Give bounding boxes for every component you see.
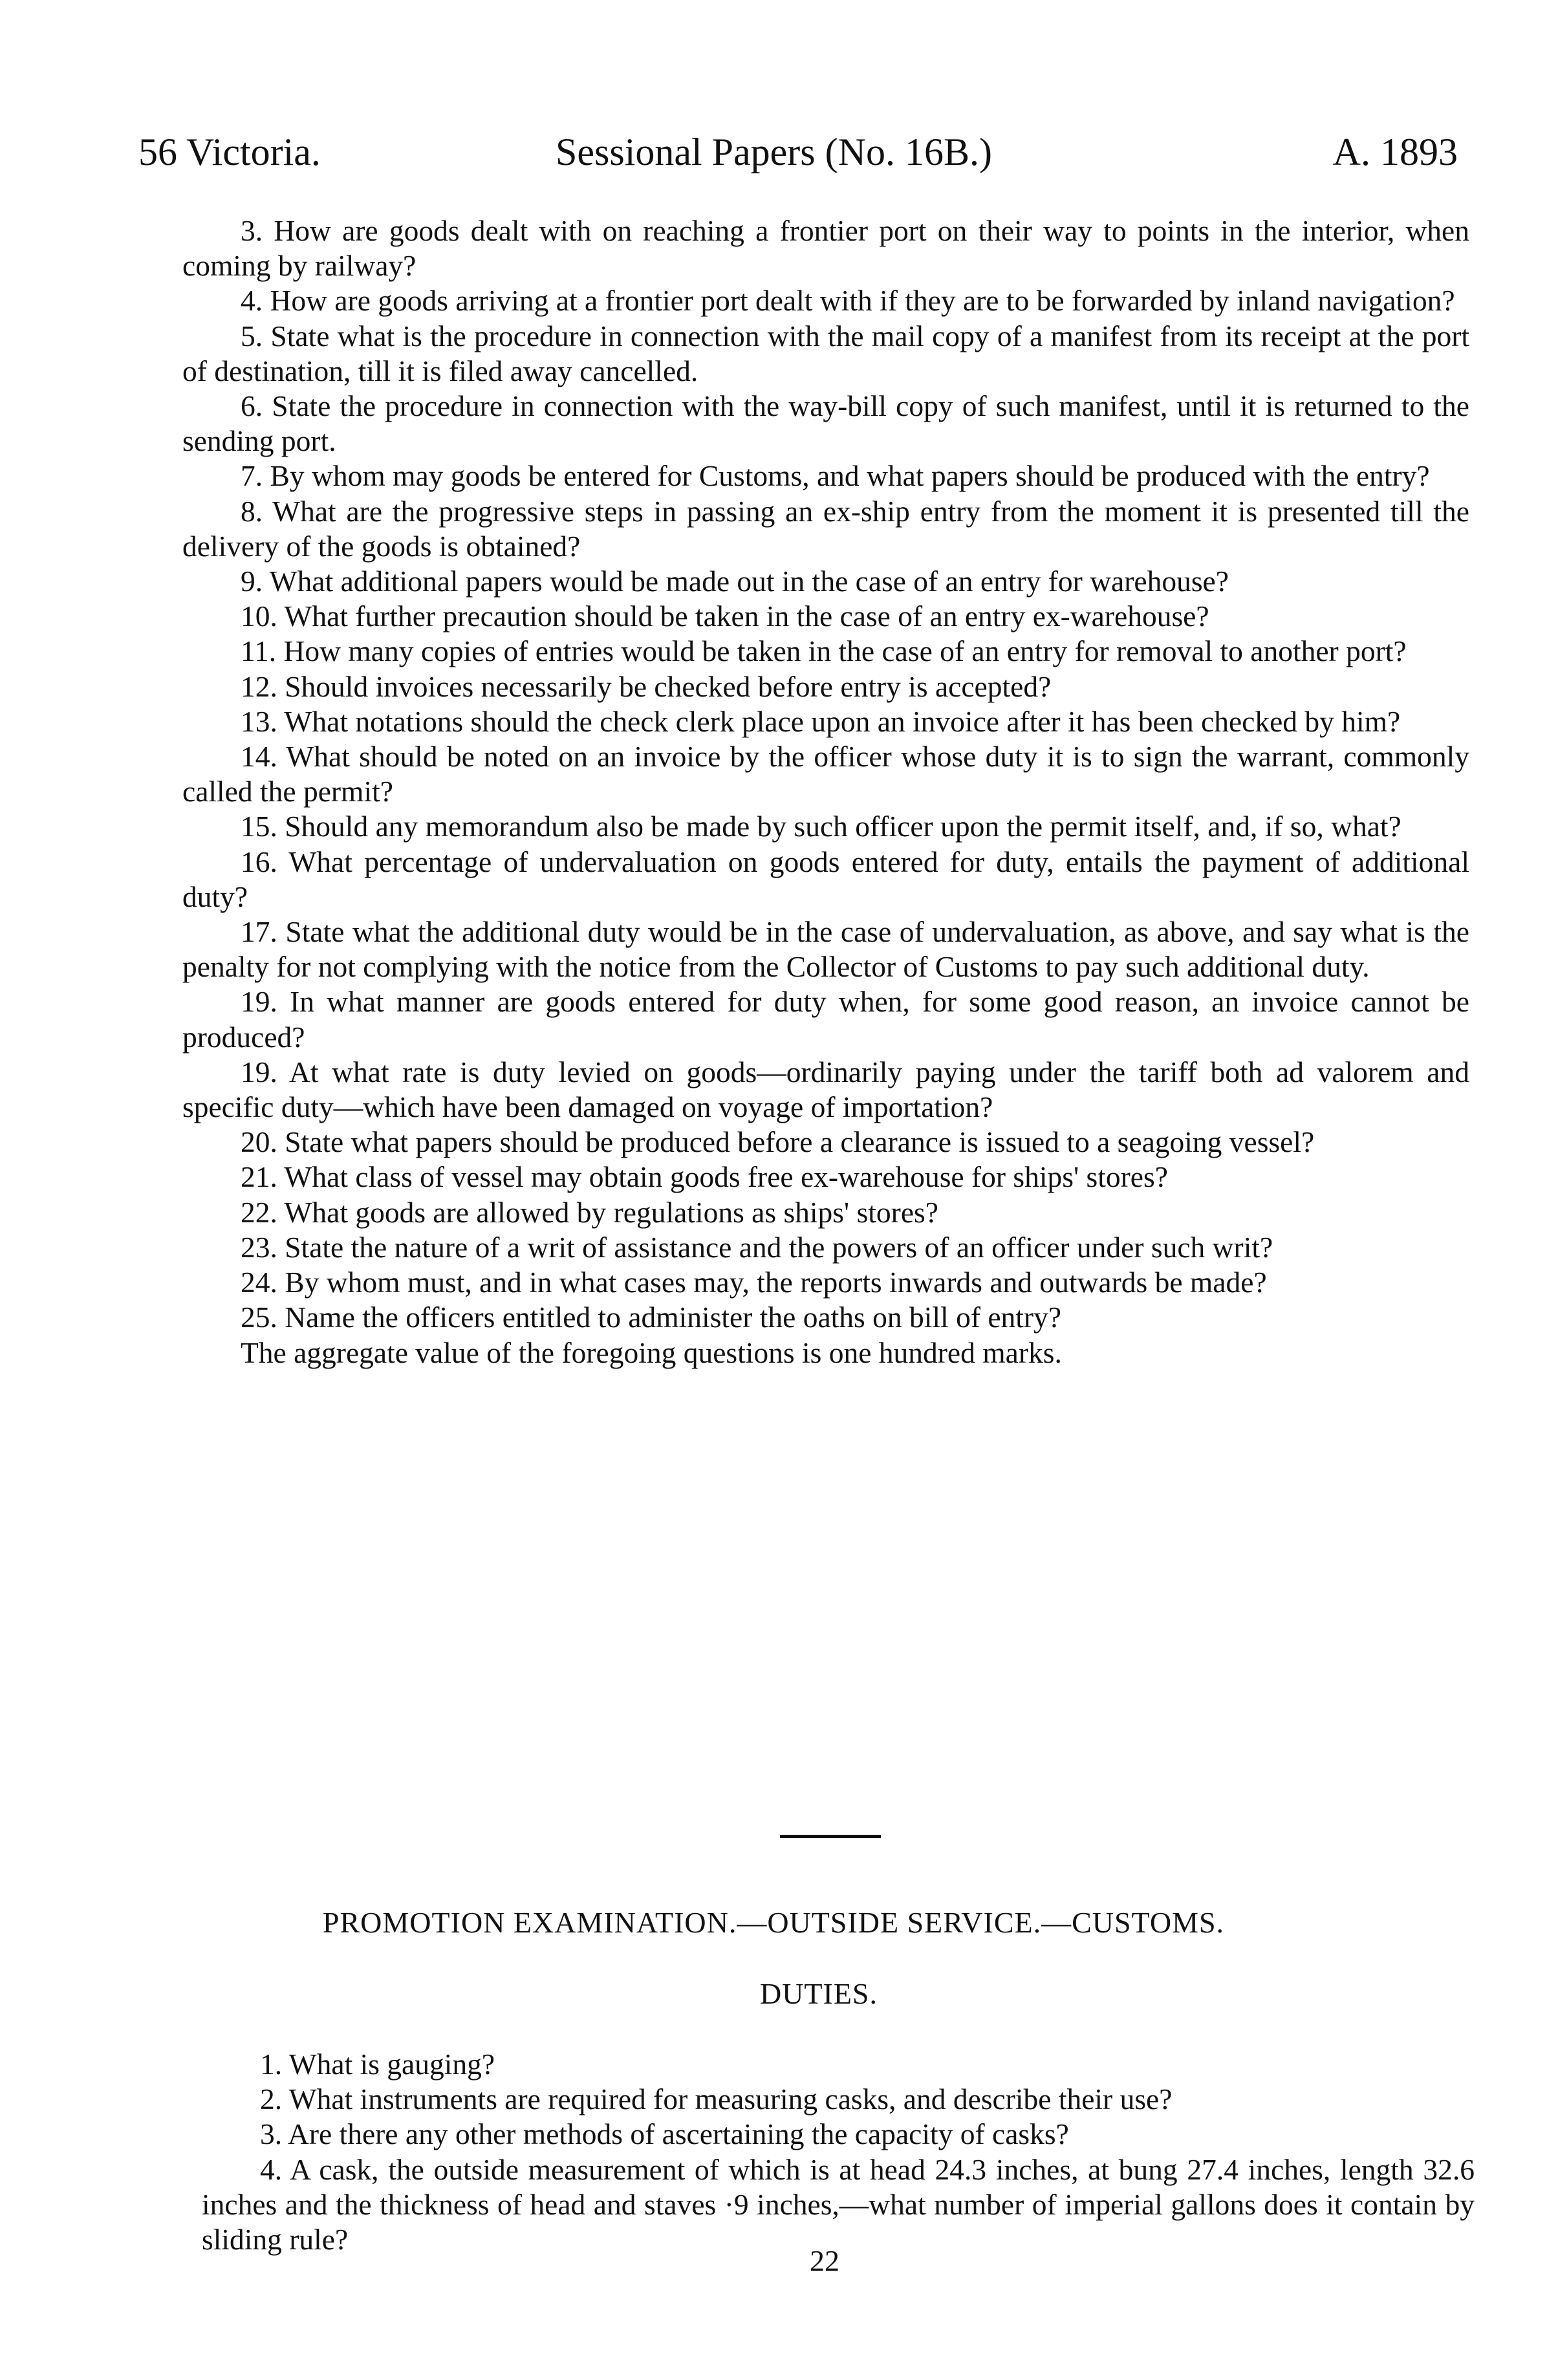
duties-questions (202, 2047, 1475, 2257)
question-25: 25. Name the officers entitled to administer the oaths on bill of entry? (241, 1301, 1062, 1334)
question-21: 21. What class of vessel may obtain goods free ex-warehouse for ships' stores? (241, 1160, 1168, 1194)
customs-questions (182, 213, 1469, 1370)
question-14: 14. What should be noted on an invoice by the officer whose duty it is to sign the warrant, commonly called the permit? (182, 740, 1469, 808)
section-title: PROMOTION EXAMINATION.—OUTSIDE SERVICE.—CUSTOMS. (322, 1906, 1225, 1939)
header-year: A. 1893 (1332, 131, 1458, 173)
question-7: 7. By whom may goods be entered for Customs, and what papers should be produced with the entry? (241, 459, 1430, 493)
page-header (138, 129, 1458, 175)
question-10: 10. What further precaution should be taken in the case of an entry ex-warehouse? (241, 600, 1209, 633)
subsection-title: DUTIES. (759, 1977, 878, 2010)
header-session: 56 Victoria. (138, 131, 321, 173)
duties-question-3: 3. Are there any other methods of ascertaining the capacity of casks? (260, 2117, 1069, 2151)
question-8: 8. What are the progressive steps in passing an ex-ship entry from the moment it is presented till the delivery of the goods is obtained? (182, 494, 1469, 563)
question-9: 9. What additional papers would be made out in the case of an entry for warehouse? (241, 565, 1229, 598)
aggregate-value-note: The aggregate value of the foregoing questions is one hundred marks. (241, 1336, 1062, 1369)
question-11: 11. How many copies of entries would be taken in the case of an entry for removal to another port? (241, 634, 1407, 668)
question-19b: 19. At what rate is duty levied on goods—ordinarily paying under the tariff both ad valorem and specific duty—which have been damaged on voyage of importation? (182, 1055, 1469, 1124)
section-divider (780, 1835, 881, 1838)
question-13: 13. What notations should the check clerk place upon an invoice after it has been checked by him? (241, 704, 1401, 738)
duties-question-2: 2. What instruments are required for measuring casks, and describe their use? (260, 2082, 1173, 2116)
question-15: 15. Should any memorandum also be made by such officer upon the permit itself, and, if so, what? (241, 810, 1401, 843)
page-number: 22 (810, 2244, 839, 2277)
question-17: 17. State what the additional duty would be in the case of undervaluation, as above, and say what is the penalty for not complying with the notice from the Collector of Customs to pay such additional duty. (182, 915, 1469, 984)
question-6: 6. State the procedure in connection with the way-bill copy of such manifest, until it is returned to the sending port. (182, 389, 1469, 458)
header-sessional-papers: Sessional Papers (No. 16B.) (556, 131, 992, 173)
question-19a: 19. In what manner are goods entered for duty when, for some good reason, an invoice cannot be produced? (182, 985, 1469, 1054)
question-5: 5. State what is the procedure in connection with the mail copy of a manifest from its receipt at the port of destination, till it is filed away cancelled. (182, 319, 1469, 387)
question-16: 16. What percentage of undervaluation on goods entered for duty, entails the payment of additional duty? (182, 845, 1469, 913)
question-22: 22. What goods are allowed by regulations as ships' stores? (241, 1195, 938, 1229)
question-3: 3. How are goods dealt with on reaching a frontier port on their way to points in the interior, when coming by railway? (182, 214, 1469, 283)
question-20: 20. State what papers should be produced before a clearance is issued to a seagoing vessel? (241, 1125, 1315, 1159)
question-24: 24. By whom must, and in what cases may, the reports inwards and outwards be made? (241, 1266, 1267, 1299)
question-23: 23. State the nature of a writ of assistance and the powers of an officer under such writ? (241, 1230, 1273, 1264)
duties-question-1: 1. What is gauging? (260, 2048, 495, 2081)
duties-question-4: 4. A cask, the outside measurement of which is at head 24.3 inches, at bung 27.4 inches, length 32.6 inches and the thickness of head and staves ·9 inches,—what number of imperial gallons does it contain by sliding rule? (202, 2152, 1475, 2256)
question-12: 12. Should invoices necessarily be checked before entry is accepted? (241, 669, 1052, 703)
question-4: 4. How are goods arriving at a frontier port dealt with if they are to be forwarded by inland navigation? (241, 284, 1455, 318)
